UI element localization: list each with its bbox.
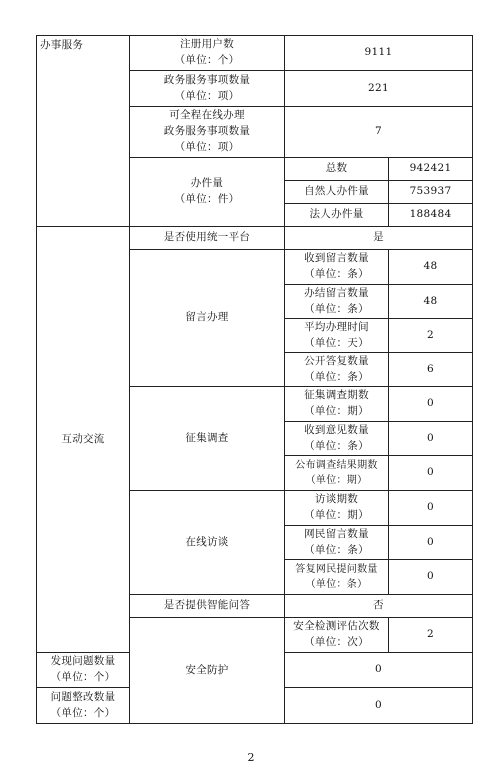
issues-found-value: 0 [285, 653, 473, 688]
messages-closed-label: 办结留言数量 （单位：条） [285, 285, 389, 319]
messages-closed-value: 48 [389, 285, 473, 319]
online-items-value: 7 [285, 107, 473, 158]
cases-legal-label: 法人办件量 [285, 204, 389, 227]
cases-natural-value: 753937 [389, 181, 473, 204]
survey-title: 征集调查 [130, 387, 285, 491]
messages-received-label: 收到留言数量 （单位：条） [285, 250, 389, 285]
section-security: 安全防护 [130, 618, 285, 724]
survey-periods-label: 征集调查期数 （单位：期） [285, 387, 389, 422]
interview-questions-label: 网民留言数量 （单位：条） [285, 526, 389, 560]
cases-label: 办件量 （单位：件） [130, 158, 285, 227]
section-services: 办事服务 [37, 36, 130, 227]
unified-platform-label: 是否使用统一平台 [130, 227, 285, 250]
survey-opinions-value: 0 [389, 422, 473, 456]
smart-qa-value: 否 [285, 595, 473, 618]
interview-questions-value: 0 [389, 526, 473, 560]
survey-opinions-label: 收到意见数量 （单位：条） [285, 422, 389, 456]
registered-users-label: 注册用户数 （单位：个） [130, 36, 285, 71]
issues-fixed-label: 问题整改数量 （单位：个） [37, 688, 130, 724]
cases-total-value: 942421 [389, 158, 473, 181]
security-checks-value: 2 [389, 618, 473, 653]
section-interaction: 互动交流 [37, 227, 130, 653]
issues-fixed-value: 0 [285, 688, 473, 724]
registered-users-value: 9111 [285, 36, 473, 71]
issues-found-label: 发现问题数量 （单位：个） [37, 653, 130, 688]
messages-public-value: 6 [389, 353, 473, 387]
survey-results-label: 公布调查结果期数 （单位：期） [285, 456, 389, 491]
messages-public-label: 公开答复数量 （单位：条） [285, 353, 389, 387]
interview-periods-label: 访谈期数 （单位：期） [285, 491, 389, 526]
interview-answers-label: 答复网民提问数量 （单位：条） [285, 560, 389, 595]
smart-qa-label: 是否提供智能问答 [130, 595, 285, 618]
cases-total-label: 总数 [285, 158, 389, 181]
messages-avg-time-label: 平均办理时间 （单位：天） [285, 319, 389, 353]
interview-title: 在线访谈 [130, 491, 285, 595]
messages-received-value: 48 [389, 250, 473, 285]
cases-natural-label: 自然人办件量 [285, 181, 389, 204]
unified-platform-value: 是 [285, 227, 473, 250]
survey-periods-value: 0 [389, 387, 473, 422]
interview-answers-value: 0 [389, 560, 473, 595]
statistics-table [36, 35, 473, 724]
cases-legal-value: 188484 [389, 204, 473, 227]
survey-results-value: 0 [389, 456, 473, 491]
service-items-label: 政务服务事项数量 （单位：项） [130, 71, 285, 107]
service-items-value: 221 [285, 71, 473, 107]
security-checks-label: 安全检测评估次数 （单位：次） [285, 618, 389, 653]
messages-avg-time-value: 2 [389, 319, 473, 353]
interview-periods-value: 0 [389, 491, 473, 526]
page-number: 2 [247, 751, 255, 764]
messages-title: 留言办理 [130, 250, 285, 387]
online-items-label: 可全程在线办理 政务服务事项数量 （单位：项） [130, 107, 285, 158]
